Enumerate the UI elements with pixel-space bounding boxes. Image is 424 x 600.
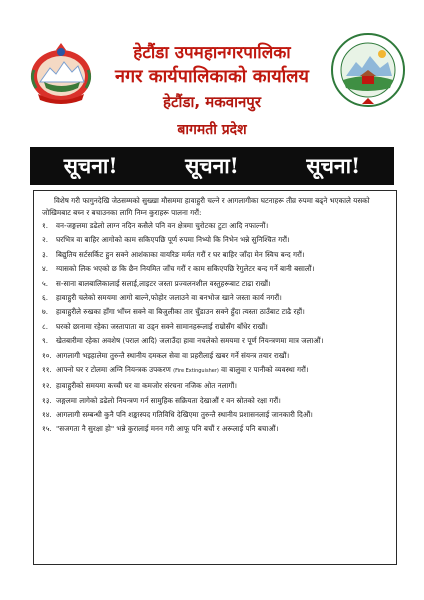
list-item (42, 249, 388, 260)
notice-banner (30, 147, 394, 185)
list-item (42, 292, 388, 303)
item-text: स-साना बालबालिकालाई सलाई,लाइटर जस्ता प्रज्वलनशील वस्तुहरूबाट टाढा राखौं। (56, 278, 271, 288)
item-number: ३. (42, 249, 49, 259)
item-text: ग्यासको लिक भएको छ कि छैन नियमित जाँच गरौं र काम सकिएपछि रेगुलेटर बन्द गर्ने बानी बसालौं। (56, 264, 315, 274)
header-municipality-name: हेटौंडा उपमहानगरपालिका (133, 43, 291, 63)
item-text: हावाहुरीले रुखका हाँगा भाँच्न सक्ने वा बिजुलीका तार चुँडाउन सक्ने हुँदा त्यस्ता ठाउँबाट टाढै रहौं। (56, 307, 305, 317)
notice-intro: विशेष गरी फागुनदेखि जेठसम्मको सुख्खा मौसममा हावाहुरी चल्ने र आगलागीका घटनाहरू तीव्र रुपमा बढ्ने भएकाले यसको जोखिमबाट बच्न र बचाउनका लागि निम्न कुराहरू पालना गरौं: (42, 196, 370, 217)
list-item (42, 306, 388, 317)
item-number: ९. (42, 336, 49, 346)
list-item (42, 395, 388, 406)
item-text: जङ्गलमा लागेको डढेलो नियन्त्रण गर्न सामुहिक सक्रियता देखाऔं र वन स्रोतको रक्षा गरौं। (56, 395, 281, 405)
list-item (42, 263, 388, 274)
item-number: १३. (42, 395, 52, 405)
item-number: ८. (42, 321, 49, 331)
banner-word-3: सूचना! (306, 153, 361, 178)
item-text: आफ्नो घर र टोलमा अग्नि नियन्त्रक उपकरण (56, 364, 171, 374)
item-number: १. (42, 221, 49, 230)
item-number: ४. (42, 264, 49, 274)
header-province: बागमती प्रदेश (177, 122, 247, 138)
list-item (42, 321, 388, 332)
banner-word-1: सूचना! (63, 153, 118, 178)
item-text: आगलागी सम्बन्धी कुनै पनि शङ्कास्पद गतिविधि देखिएमा तुरुन्तै स्थानीय प्रशासनलाई जानकारी दिऔं। (56, 410, 313, 420)
list-item (42, 423, 388, 434)
item-text: "सजगता नै सुरक्षा हो" भन्ने कुरालाई मनन गरी आफू पनि बचौं र अरूलाई पनि बचाऔं। (56, 424, 279, 434)
instruction-list (42, 220, 388, 435)
item-number: १०. (42, 350, 52, 360)
header-location: हेटौंडा, मकवानपुर (163, 93, 261, 111)
item-number: ५. (42, 278, 49, 288)
item-text: खेतबारीमा रहेका अवशेष (पराल आदि) जलाउँदा हावा नचलेको समयमा र पूर्ण नियन्त्रणमा मात्र जलाऔं। (56, 336, 324, 346)
list-item (42, 278, 388, 289)
header-office-name: नगर कार्यपालिकाको कार्यालय (115, 66, 309, 87)
item-text: हावाहुरीको समयमा कच्ची घर वा कमजोर संरचना नजिक ओत नलागौं। (56, 381, 237, 391)
item-number: १४. (42, 410, 52, 420)
item-number: २. (42, 235, 49, 245)
item-text: वन-जङ्गलमा डढेलो लाग्न नदिन कसैले पनि वन क्षेत्रमा चुरोटका टुटा आदि नफाल्नौं। (56, 221, 269, 230)
item-text: घरभित्र वा बाहिर आगोको काम सकिएपछि पूर्ण रुपमा निभ्यो कि निभेन भन्ने सुनिश्चित गरौं। (56, 235, 290, 245)
notice-content-box (33, 190, 397, 565)
item-number: ६. (42, 292, 49, 302)
list-item (42, 335, 388, 346)
list-item (42, 234, 388, 245)
item-text: आगलागी भइहालेमा तुरुन्तै स्थानीय दमकल सेवा वा प्रहरीलाई खबर गर्ने संयन्त्र तयार राखौं। (56, 350, 290, 360)
list-item (42, 364, 388, 377)
header (0, 0, 424, 150)
item-number: ७. (42, 307, 49, 317)
item-text: घरको छानामा रहेका जस्तापाता वा उड्न सक्ने सामानहरूलाई राम्रोसँग बाँधेर राखौं। (56, 321, 268, 331)
list-item (42, 350, 388, 361)
item-english-term: (Fire Extinguisher) (173, 367, 219, 374)
item-text: हावाहुरी चलेको समयमा आगो बाल्ने,फोहोर जलाउने वा बनभोज खाने जस्ता कार्य नगरौं। (56, 292, 282, 302)
item-number: १५. (42, 424, 52, 434)
item-number: १२. (42, 381, 52, 391)
list-item (42, 380, 388, 391)
item-number: ११. (42, 364, 52, 374)
item-text: बिद्युतिय सर्टसर्किट हुन सक्ने आशंकाका वायरिङ मर्मत गरौं र घर बाहिर जाँदा मेन स्विच बन्द गरौं। (56, 249, 305, 259)
list-item (42, 220, 388, 231)
item-text-continued: वा बालुवा र पानीको व्यवस्था गरौं। (221, 364, 309, 374)
list-item (42, 409, 388, 420)
banner-word-2: सूचना! (185, 153, 239, 178)
